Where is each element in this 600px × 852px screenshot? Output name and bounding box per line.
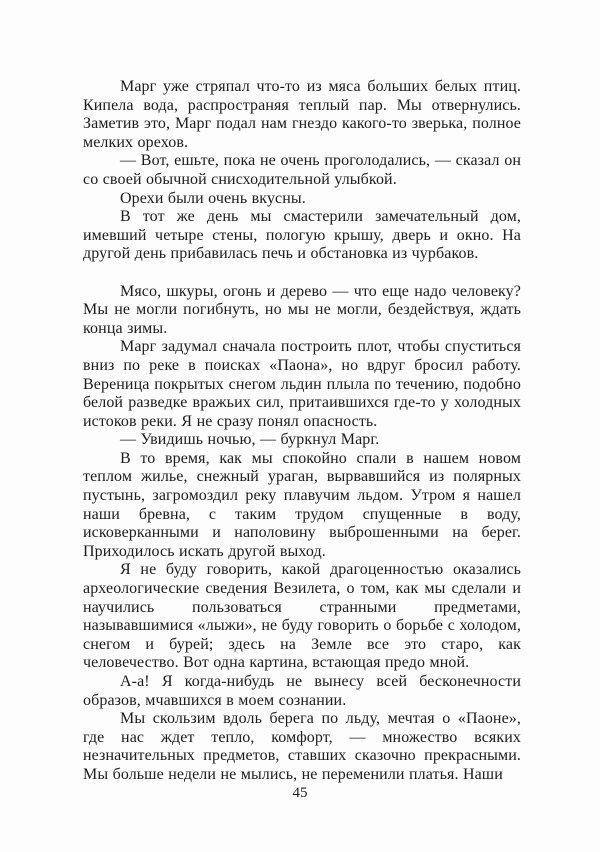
paragraph: А-а! Я когда-нибудь не вынесу всей бесконечности образов, мчавшихся в моем сознании.	[83, 673, 521, 709]
page-number: 45	[292, 785, 308, 801]
paragraph: — Увидишь ночью, — буркнул Марг.	[120, 431, 380, 449]
paragraph: Орехи были очень вкусны.	[120, 189, 306, 207]
paragraph: Марг задумал сначала построить плот, чтобы спуститься вниз по реке в поисках «Паона», но вдруг бросил работу. Вереница покрытых снегом льдин плыла по течению, подобно белой разведке вражьих сил, притаившихся где-то у холодных истоков реки. Я не сразу понял опасность.	[83, 338, 521, 430]
paragraph: Я не буду говорить, какой драгоценностью оказались археологические сведения Везилета, о том, как мы сделали и научились пользоваться странными предметами, называвшимися «лыжи», не буду говорить о борьбе с холодом, снегом и бурей; здесь на Земле все это старо, как человечество. Вот одна картина, встающая предо мной.	[83, 561, 521, 672]
paragraph: Марг уже стряпал что-то из мяса больших белых птиц. Кипела вода, распространяя теплый пар. Мы отвернулись. Заметив это, Марг подал нам гнездо какого-то зверька, полное мелких орехов.	[83, 78, 521, 151]
paragraph: Мы скользим вдоль берега по льду, мечтая о «Паоне», где нас ждет тепло, комфорт, — множество всяких незначительных предметов, ставших сказочно прекрасными. Мы больше недели не мылись, не переменили платья. Наши	[83, 710, 521, 783]
page-text	[83, 78, 521, 785]
paragraph: В то время, как мы спокойно спали в нашем новом теплом жилье, снежный ураган, вырвавшийся из полярных пустынь, загромоздил реку плавучим льдом. Утром я нашел наши бревна, с таким трудом спущенные в воду, исковерканными и наполовину выброшенными на берег. Приходилось искать другой выход.	[83, 449, 521, 560]
paragraph: Мясо, шкуры, огонь и дерево — что еще надо человеку? Мы не могли погибнуть, но мы не могли, бездействуя, ждать конца зимы.	[83, 282, 521, 337]
paragraph: — Вот, ешьте, пока не очень проголодались, — сказал он со своей обычной снисходительной улыбкой.	[83, 152, 521, 188]
paragraph: В тот же день мы смастерили замечательный дом, имевший четыре стены, пологую крышу, дверь и окно. На другой день прибавилась печь и обстановка из чурбаков.	[83, 208, 521, 263]
